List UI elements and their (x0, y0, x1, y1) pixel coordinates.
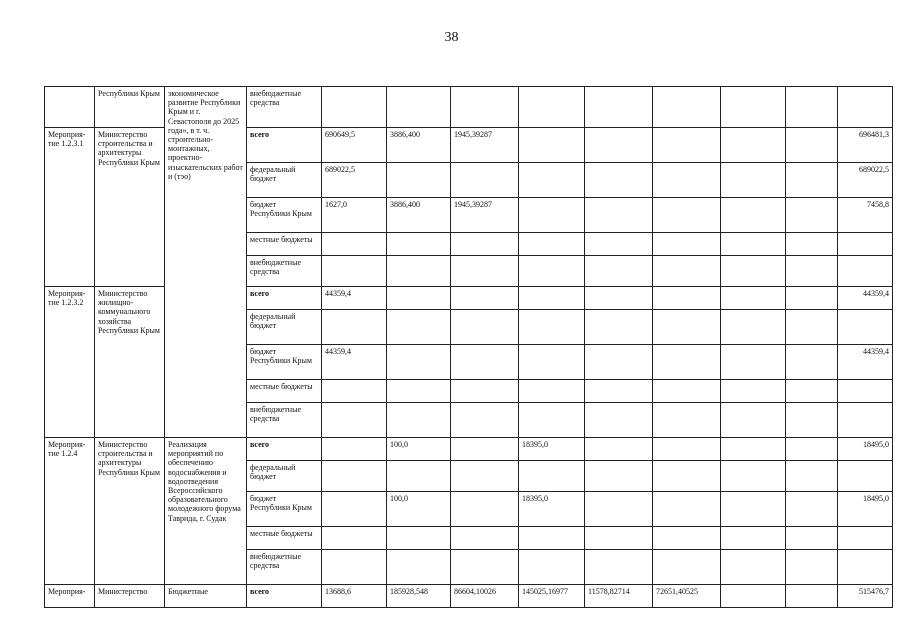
table-row (45, 438, 893, 461)
amount-cell (585, 527, 653, 550)
amount-cell (653, 438, 721, 461)
amount-cell (721, 198, 786, 233)
measure-cell: Мероприя- (45, 585, 95, 608)
funding-source-cell: внебюджетные средства (247, 256, 322, 287)
amount-cell (653, 550, 721, 585)
amount-cell (653, 198, 721, 233)
amount-cell (585, 256, 653, 287)
amount-cell (786, 585, 838, 608)
amount-cell (786, 198, 838, 233)
amount-cell (838, 461, 893, 492)
amount-cell (519, 128, 585, 163)
amount-cell (585, 345, 653, 380)
amount-cell (519, 163, 585, 198)
amount-cell (786, 492, 838, 527)
funding-source-cell: всего (247, 585, 322, 608)
amount-cell (451, 233, 519, 256)
amount-cell (838, 380, 893, 403)
amount-cell (653, 287, 721, 310)
amount-cell (387, 233, 451, 256)
amount-cell (653, 527, 721, 550)
amount-cell (653, 233, 721, 256)
amount-cell (786, 345, 838, 380)
amount-cell (451, 527, 519, 550)
amount-cell (786, 310, 838, 345)
amount-cell (387, 163, 451, 198)
amount-cell (322, 527, 387, 550)
funding-source-cell: бюджет Республики Крым (247, 198, 322, 233)
funding-source-cell: внебюджетные средства (247, 403, 322, 438)
amount-cell (838, 310, 893, 345)
amount-cell (786, 87, 838, 128)
amount-cell (721, 310, 786, 345)
funding-source-cell: местные бюджеты (247, 380, 322, 403)
amount-cell (721, 233, 786, 256)
amount-cell: 86604,10026 (451, 585, 519, 608)
description-cell: Бюджетные (165, 585, 247, 608)
amount-cell (838, 550, 893, 585)
funding-source-cell: местные бюджеты (247, 527, 322, 550)
executor-cell: Министерство жилищно-коммунального хозяйства Республики Крым (95, 287, 165, 438)
amount-cell (585, 287, 653, 310)
amount-cell (519, 403, 585, 438)
amount-cell (451, 256, 519, 287)
amount-cell (721, 380, 786, 403)
amount-cell (322, 550, 387, 585)
amount-cell (721, 256, 786, 287)
funding-source-cell: бюджет Республики Крым (247, 492, 322, 527)
executor-cell: Министерство строительства и архитектуры Республики Крым (95, 438, 165, 585)
amount-cell (322, 492, 387, 527)
amount-cell (585, 438, 653, 461)
amount-cell (451, 492, 519, 527)
amount-cell (786, 128, 838, 163)
executor-cell: Республики Крым (95, 87, 165, 128)
amount-cell (519, 256, 585, 287)
amount-cell (451, 550, 519, 585)
amount-cell (585, 163, 653, 198)
amount-cell: 696481,3 (838, 128, 893, 163)
amount-cell (387, 461, 451, 492)
executor-cell: Министерство (95, 585, 165, 608)
amount-cell (838, 527, 893, 550)
amount-cell: 44359,4 (838, 287, 893, 310)
funding-source-cell: всего (247, 128, 322, 163)
amount-cell (451, 345, 519, 380)
measure-cell (45, 87, 95, 128)
amount-cell (519, 380, 585, 403)
amount-cell (786, 233, 838, 256)
amount-cell (322, 380, 387, 403)
amount-cell (786, 287, 838, 310)
amount-cell (585, 310, 653, 345)
funding-source-cell: бюджет Республики Крым (247, 345, 322, 380)
amount-cell (322, 233, 387, 256)
amount-cell (653, 256, 721, 287)
amount-cell (322, 256, 387, 287)
amount-cell (451, 380, 519, 403)
amount-cell (585, 198, 653, 233)
amount-cell (786, 380, 838, 403)
amount-cell: 13688,6 (322, 585, 387, 608)
amount-cell (322, 403, 387, 438)
amount-cell (786, 461, 838, 492)
amount-cell (721, 87, 786, 128)
amount-cell (786, 438, 838, 461)
amount-cell (387, 527, 451, 550)
budget-table (44, 86, 893, 608)
amount-cell: 100,0 (387, 492, 451, 527)
amount-cell (653, 87, 721, 128)
amount-cell: 18395,0 (519, 492, 585, 527)
amount-cell (519, 550, 585, 585)
table-row (45, 585, 893, 608)
amount-cell (387, 380, 451, 403)
funding-source-cell: федеральный бюджет (247, 310, 322, 345)
amount-cell: 18495,0 (838, 438, 893, 461)
amount-cell (519, 345, 585, 380)
funding-source-cell: внебюджетные средства (247, 550, 322, 585)
amount-cell: 3886,400 (387, 198, 451, 233)
amount-cell (721, 128, 786, 163)
measure-cell: Мероприя-тие 1.2.4 (45, 438, 95, 585)
amount-cell (519, 310, 585, 345)
amount-cell (653, 380, 721, 403)
amount-cell (585, 380, 653, 403)
amount-cell (653, 461, 721, 492)
amount-cell: 690649,5 (322, 128, 387, 163)
description-cell: Реализация мероприятий по обеспечению водоснабжения и водоотведения Всероссийского образовательного молодежного форума Таврида, г. Судак (165, 438, 247, 585)
amount-cell (721, 403, 786, 438)
page-number: 38 (444, 30, 459, 45)
amount-cell (786, 256, 838, 287)
amount-cell (451, 403, 519, 438)
amount-cell (519, 87, 585, 128)
amount-cell: 44359,4 (322, 345, 387, 380)
funding-source-cell: местные бюджеты (247, 233, 322, 256)
amount-cell (322, 461, 387, 492)
funding-source-cell: федеральный бюджет (247, 461, 322, 492)
description-cell: экономическое развитие Республики Крым и г. Севастополя до 2025 года», в т. ч. строительно-монтажных, проектно-изыскательских работ и (тэо) (165, 87, 247, 438)
amount-cell (387, 550, 451, 585)
amount-cell: 689022,5 (322, 163, 387, 198)
funding-source-cell: внебюджетные средства (247, 87, 322, 128)
amount-cell (519, 527, 585, 550)
amount-cell (786, 403, 838, 438)
amount-cell (519, 198, 585, 233)
amount-cell (653, 128, 721, 163)
amount-cell: 1945,39287 (451, 128, 519, 163)
amount-cell (519, 287, 585, 310)
amount-cell (322, 87, 387, 128)
amount-cell: 44359,4 (322, 287, 387, 310)
amount-cell (451, 310, 519, 345)
amount-cell (721, 550, 786, 585)
amount-cell (585, 87, 653, 128)
amount-cell (451, 87, 519, 128)
amount-cell (387, 310, 451, 345)
amount-cell (721, 527, 786, 550)
amount-cell (721, 287, 786, 310)
amount-cell (387, 87, 451, 128)
amount-cell (721, 492, 786, 527)
executor-cell: Министерство строительства и архитектуры Республики Крым (95, 128, 165, 287)
amount-cell (585, 461, 653, 492)
amount-cell (838, 87, 893, 128)
amount-cell (585, 128, 653, 163)
amount-cell (585, 403, 653, 438)
amount-cell (653, 403, 721, 438)
table-row (45, 87, 893, 128)
measure-cell: Мероприя-тие 1.2.3.1 (45, 128, 95, 287)
amount-cell (786, 527, 838, 550)
amount-cell: 18495,0 (838, 492, 893, 527)
amount-cell: 11578,82714 (585, 585, 653, 608)
amount-cell (451, 163, 519, 198)
amount-cell (519, 461, 585, 492)
amount-cell: 72651,40525 (653, 585, 721, 608)
amount-cell (721, 163, 786, 198)
amount-cell (838, 256, 893, 287)
funding-source-cell: федеральный бюджет (247, 163, 322, 198)
amount-cell (721, 461, 786, 492)
amount-cell (585, 233, 653, 256)
amount-cell: 7458,8 (838, 198, 893, 233)
amount-cell: 185928,548 (387, 585, 451, 608)
amount-cell (786, 550, 838, 585)
amount-cell: 18395,0 (519, 438, 585, 461)
funding-source-cell: всего (247, 287, 322, 310)
amount-cell (387, 256, 451, 287)
amount-cell (721, 585, 786, 608)
amount-cell (721, 438, 786, 461)
amount-cell: 3886,400 (387, 128, 451, 163)
amount-cell (838, 403, 893, 438)
amount-cell (519, 233, 585, 256)
amount-cell: 100,0 (387, 438, 451, 461)
amount-cell: 1627,0 (322, 198, 387, 233)
amount-cell (585, 492, 653, 527)
amount-cell (451, 461, 519, 492)
amount-cell (838, 233, 893, 256)
amount-cell (585, 550, 653, 585)
funding-source-cell: всего (247, 438, 322, 461)
amount-cell (322, 310, 387, 345)
amount-cell (653, 163, 721, 198)
measure-cell: Мероприя-тие 1.2.3.2 (45, 287, 95, 438)
amount-cell (721, 345, 786, 380)
amount-cell (653, 492, 721, 527)
amount-cell (451, 438, 519, 461)
amount-cell: 44359,4 (838, 345, 893, 380)
amount-cell (387, 345, 451, 380)
amount-cell: 689022,5 (838, 163, 893, 198)
amount-cell (387, 287, 451, 310)
amount-cell: 515476,7 (838, 585, 893, 608)
amount-cell (653, 345, 721, 380)
amount-cell (387, 403, 451, 438)
amount-cell (653, 310, 721, 345)
amount-cell: 145025,16977 (519, 585, 585, 608)
amount-cell (451, 287, 519, 310)
amount-cell: 1945,39287 (451, 198, 519, 233)
amount-cell (786, 163, 838, 198)
amount-cell (322, 438, 387, 461)
